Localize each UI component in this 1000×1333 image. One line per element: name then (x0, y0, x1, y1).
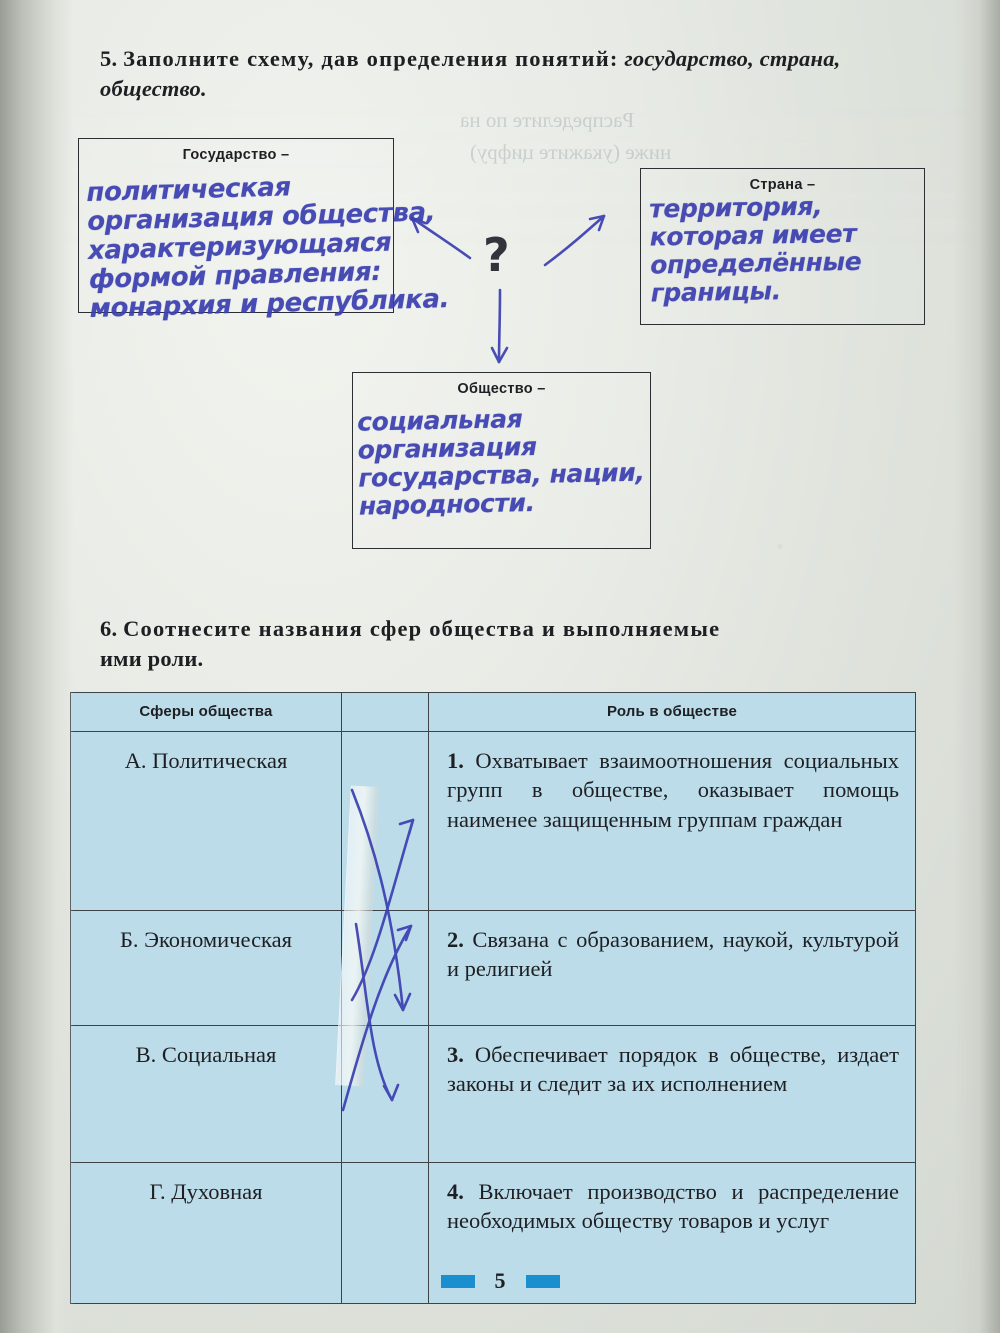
table-header-middle (342, 693, 429, 732)
task-5-prompt-italic: государство, страна, общество. (100, 46, 841, 101)
role-4-number: 4. (447, 1179, 464, 1204)
match-cell-a[interactable] (342, 732, 429, 911)
task-6-prompt-line1: Соотнесите названия сфер общества и выполняемые (123, 616, 721, 641)
role-1-text: Охватывает взаимоотношения социальных групп в обществе, оказывает помощь наименее защищенным группам граждан (447, 748, 900, 832)
task-6-number: 6. (100, 616, 118, 641)
role-2-number: 2. (447, 927, 464, 952)
handwritten-answer-obshestvo: социальная организация государства, нации, народности. (356, 404, 645, 521)
scheme-box-strana-title: Страна – (749, 177, 816, 193)
sphere-g: Г. Духовная (71, 1163, 342, 1304)
footer-dash-right (526, 1275, 560, 1288)
handwritten-answer-gosudarstvo: политическая организация общества, характеризующаяся формой правления: монархия и республика. (86, 172, 450, 325)
role-2-text: Связана с образованием, наукой, культурой и религией (447, 927, 900, 982)
task-5-prompt: Заполните схему, дав определения понятий: (123, 46, 619, 71)
role-1 (429, 732, 916, 911)
matching-table (70, 692, 916, 1304)
bleed-text-line-1: Распределите по на (460, 108, 635, 132)
task-5-number: 5. (100, 46, 118, 71)
role-2 (429, 911, 916, 1026)
page-footer (0, 1268, 1000, 1294)
role-3-number: 3. (447, 1042, 464, 1067)
table-row (71, 1026, 916, 1163)
handwritten-answer-strana: территория, которая имеет определённые границы. (649, 191, 862, 308)
match-cell-v[interactable] (342, 1026, 429, 1163)
task-5-heading (100, 44, 915, 104)
task-6-heading (100, 614, 930, 674)
role-3-text: Обеспечивает порядок в обществе, издает законы и следит за их исполнением (447, 1042, 899, 1097)
table-header-row (71, 693, 916, 732)
task-6-prompt-line2: ими роли. (100, 645, 204, 671)
match-cell-b[interactable] (342, 911, 429, 1026)
bleed-text-line-2: ниже (укажите цифру) (470, 140, 672, 164)
role-1-number: 1. (447, 748, 464, 773)
footer-dash-left (441, 1275, 475, 1288)
sphere-b: Б. Экономическая (71, 911, 342, 1026)
sphere-v: В. Социальная (71, 1026, 342, 1163)
table-row (71, 911, 916, 1026)
scheme-box-obshestvo-title: Общество – (457, 381, 546, 397)
table-header-roles: Роль в обществе (429, 693, 916, 732)
table-header-spheres: Сферы общества (71, 693, 342, 732)
scheme-box-gosudarstvo-title: Государство – (182, 147, 290, 163)
sphere-a: А. Политическая (71, 732, 342, 911)
table-row (71, 732, 916, 911)
role-3 (429, 1026, 916, 1163)
scheme-center-question-mark: ? (483, 228, 510, 282)
page-number: 5 (494, 1268, 506, 1293)
role-4-text: Включает производство и распределение необходимых обществу товаров и услуг (447, 1179, 900, 1234)
